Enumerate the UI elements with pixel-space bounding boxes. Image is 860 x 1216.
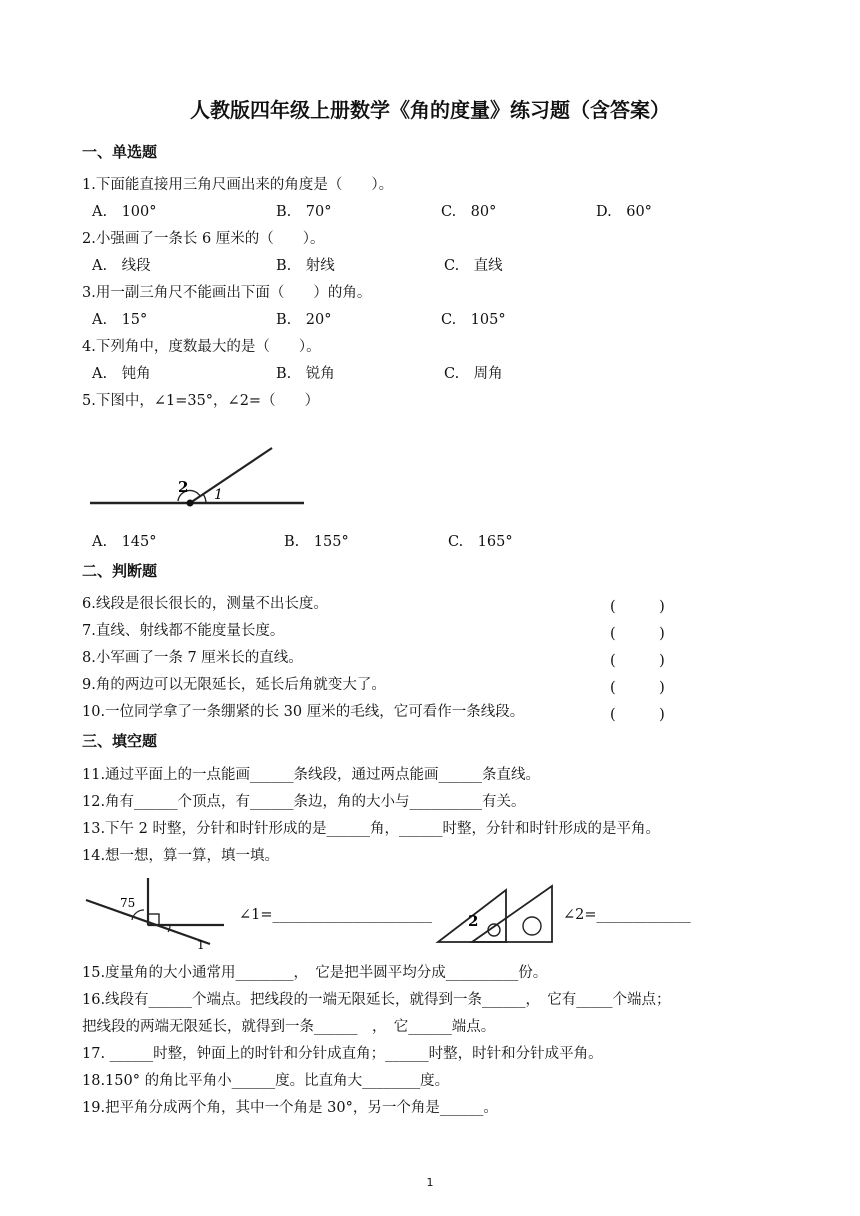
question-4-option-b: B. 锐角 (276, 366, 335, 382)
question-7-text: 7.直线、射线都不能度量长度。 (82, 623, 285, 639)
vertex-point (187, 500, 194, 507)
question-3-option-a: A. 15° (92, 312, 148, 328)
question-3-option-c: C. 105° (441, 312, 506, 328)
question-5-stem: 5.下图中，∠1=35°，∠2=（ ） (82, 393, 320, 409)
question-4-option-a: A. 钝角 (92, 366, 151, 382)
question-16-text-line-1: 16.线段有______个端点。把线段的一端无限延长，就得到一条______， 它有_____个端点； (82, 992, 671, 1008)
question-1-option-a: A. 100° (92, 204, 157, 220)
question-3-option-b: B. 20° (276, 312, 332, 328)
question-4-stem: 4.下列角中，度数最大的是（ ）。 (82, 339, 321, 355)
question-7-answer-blank[interactable]: ( ) (610, 626, 665, 642)
angle-2-label: 2 (468, 912, 479, 930)
question-17-text: 17. ______时整，钟面上的时针和分针成直角；______时整，时针和分针成平角。 (82, 1046, 603, 1062)
question-11-text: 11.通过平面上的一点能画______条线段，通过两点能画______条直线。 (82, 767, 541, 783)
question-9-answer-blank[interactable]: ( ) (610, 680, 665, 696)
angle-75-label: 75 (120, 896, 136, 910)
question-8-text: 8.小军画了一条 7 厘米长的直线。 (82, 650, 303, 666)
question-2-option-a: A. 线段 (92, 258, 151, 274)
question-13-text: 13.下午 2 时整，分针和时针形成的是______角，______时整，分针和时针形成的是平角。 (82, 821, 661, 837)
page-number: 1 (426, 1176, 434, 1189)
page-title: 人教版四年级上册数学《角的度量》练习题（含答案） (190, 98, 670, 122)
question-1-stem: 1.下面能直接用三角尺画出来的角度是（ ）。 (82, 177, 394, 193)
question-4-option-c: C. 周角 (444, 366, 503, 382)
question-14-text: 14.想一想，算一算，填一填。 (82, 848, 280, 864)
question-6-text: 6.线段是很长很长的，测量不出长度。 (82, 596, 328, 612)
triangle-ruler-2 (472, 886, 552, 942)
question-3-stem: 3.用一副三角尺不能画出下面（ ）的角。 (82, 285, 372, 301)
question-2-option-b: B. 射线 (276, 258, 335, 274)
question-8-answer-blank[interactable]: ( ) (610, 653, 665, 669)
ray (190, 448, 272, 503)
angle-2-label: 2 (178, 478, 189, 496)
question-18-text: 18.150° 的角比平角小______度。比直角大________度。 (82, 1073, 450, 1089)
question-10-answer-blank[interactable]: ( ) (610, 707, 665, 723)
question-12-text: 12.角有______个顶点，有______条边，角的大小与__________有关。 (82, 794, 526, 810)
angle-1-label: 1 (197, 938, 205, 952)
angle-figure (86, 415, 310, 515)
question-1-option-b: B. 70° (276, 204, 332, 220)
ruler-2-hole (523, 917, 541, 935)
angle-figure-1 (84, 872, 234, 952)
triangle-rulers-figure (434, 882, 560, 948)
question-1-option-c: C. 80° (441, 204, 497, 220)
question-5-option-c: C. 165° (448, 534, 513, 550)
question-16-text-line-2: 把线段的两端无限延长，就得到一条______ ， 它______端点。 (82, 1019, 496, 1035)
question-1-option-d: D. 60° (596, 204, 652, 220)
question-10-text: 10.一位同学拿了一条绷紧的长 30 厘米的毛线，它可看作一条线段。 (82, 704, 525, 720)
question-2-stem: 2.小强画了一条长 6 厘米的（ ）。 (82, 231, 325, 247)
question-14-blank-1[interactable]: ∠1=______________________ (239, 907, 433, 923)
question-5-option-b: B. 155° (284, 534, 349, 550)
section-heading-true-false: 二、判断题 (82, 562, 158, 580)
section-heading-fill-blank: 三、填空题 (82, 732, 158, 750)
question-2-option-c: C. 直线 (444, 258, 503, 274)
angle-1-label: 1 (214, 487, 223, 503)
angle-1-arc (203, 494, 206, 503)
question-9-text: 9.角的两边可以无限延长，延长后角就变大了。 (82, 677, 386, 693)
question-19-text: 19.把平角分成两个角，其中一个角是 30°，另一个角是______。 (82, 1100, 498, 1116)
question-5-option-a: A. 145° (92, 534, 157, 550)
question-6-answer-blank[interactable]: ( ) (610, 599, 665, 615)
question-15-text: 15.度量角的大小通常用________， 它是把半圆平均分成__________份。 (82, 965, 548, 981)
section-heading-single-choice: 一、单选题 (82, 143, 158, 161)
question-14-blank-2[interactable]: ∠2=_____________ (563, 907, 691, 923)
